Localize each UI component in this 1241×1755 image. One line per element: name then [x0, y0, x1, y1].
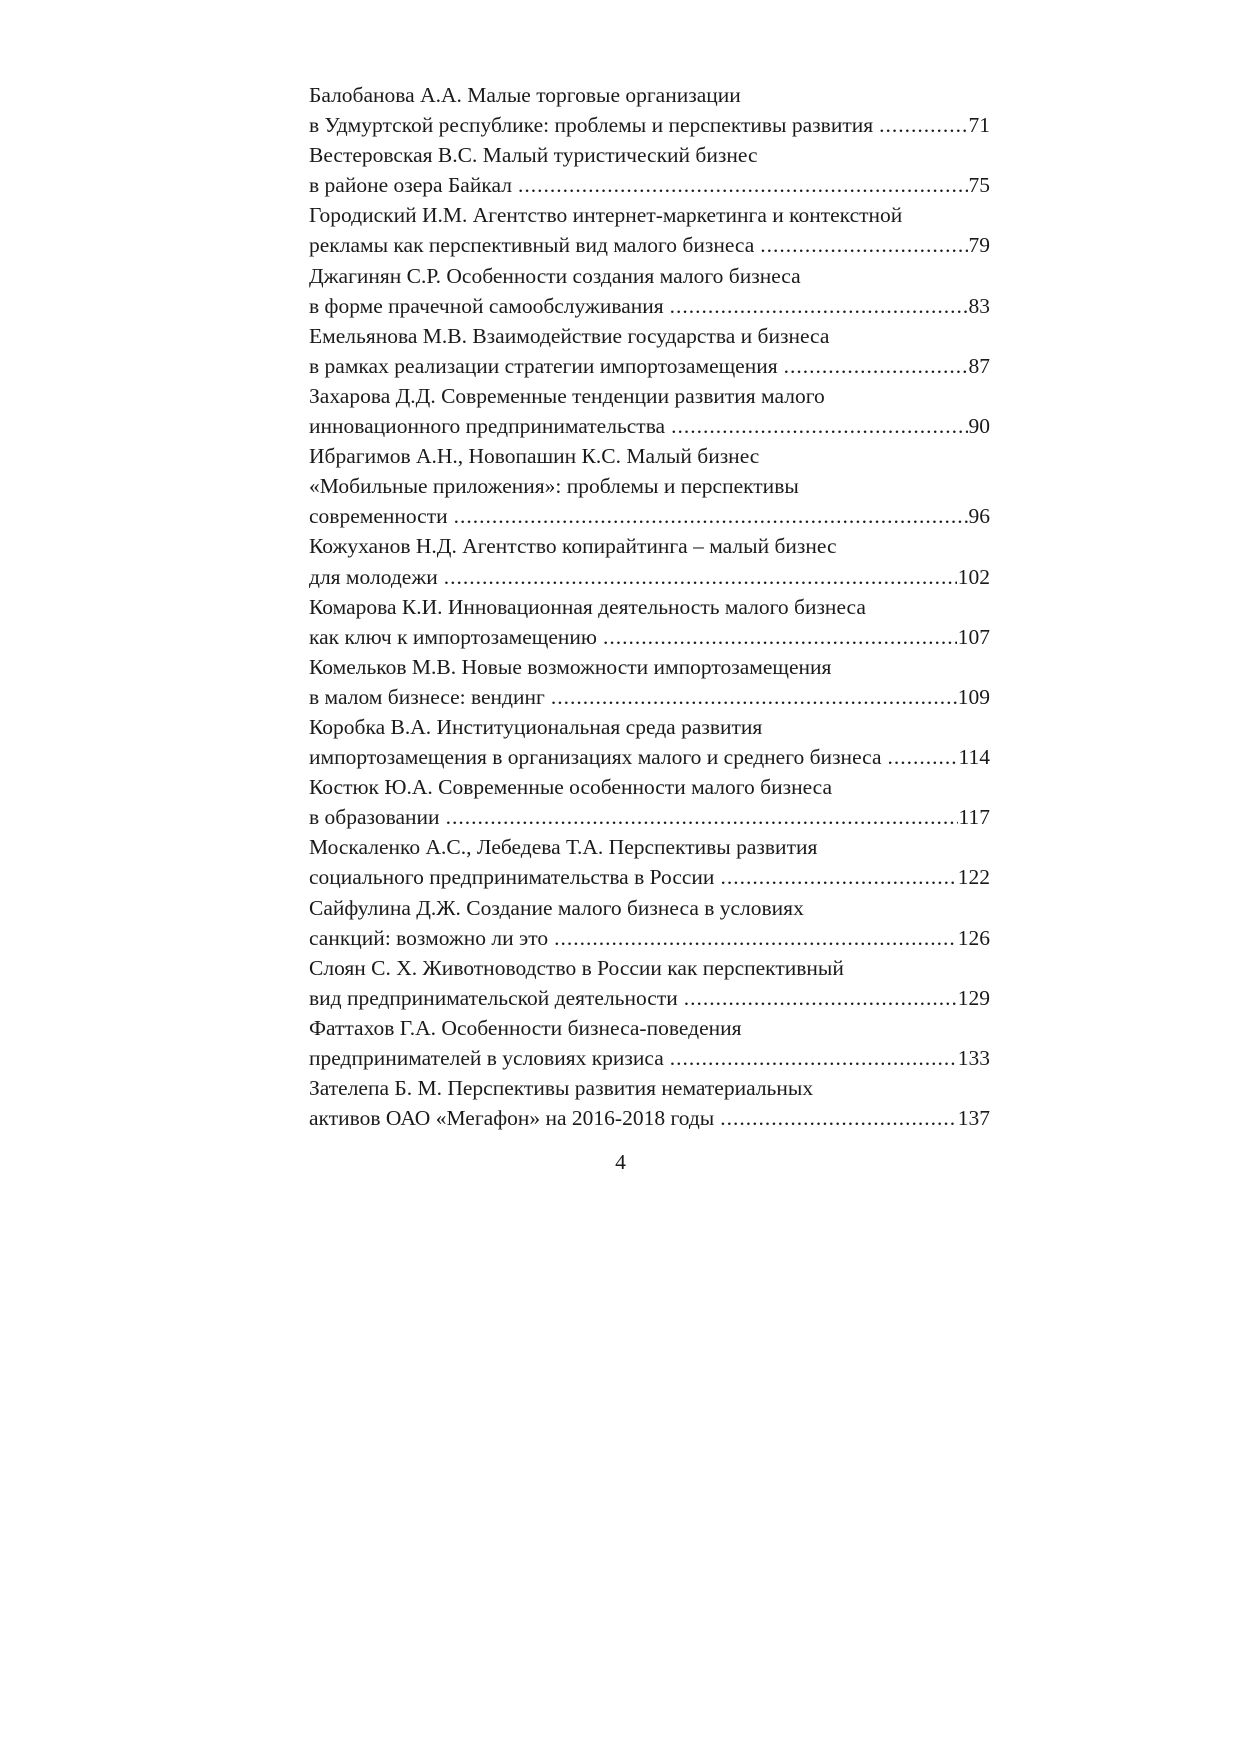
toc-entry — [309, 712, 990, 772]
toc-entry-page: 109 — [957, 684, 990, 709]
toc-entry-final-line — [309, 862, 990, 892]
toc-entry-final-line — [309, 983, 990, 1013]
toc-entry-title-line: Захарова Д.Д. Современные тенденции развития малого — [309, 383, 825, 408]
toc-entry-page: 114 — [958, 745, 990, 770]
toc-entry-title-line: «Мобильные приложения»: проблемы и перспективы — [309, 474, 799, 499]
toc-entry-page: 79 — [968, 233, 990, 258]
toc-entry-title-line: в Удмуртской республике: проблемы и перспективы развития — [309, 113, 874, 138]
toc-entry-title-line: санкций: возможно ли это — [309, 925, 549, 950]
toc-entry-final-line — [309, 802, 990, 832]
toc-entry-page: 137 — [957, 1106, 990, 1131]
toc-entry-page: 75 — [968, 173, 990, 198]
toc-entry — [309, 652, 990, 712]
toc-entry-final-line — [309, 562, 990, 592]
dot-leader — [879, 110, 967, 140]
toc-entry-title-line: Ибрагимов А.Н., Новопашин К.С. Малый бизнес — [309, 444, 760, 469]
toc-entry-title-line: в малом бизнесе: вендинг — [309, 684, 545, 709]
toc-entry-title-line: Фаттахов Г.А. Особенности бизнеса-поведения — [309, 1015, 742, 1040]
dot-leader — [784, 351, 968, 381]
dot-leader — [720, 1103, 956, 1133]
toc-entry-title-line: вид предпринимательской деятельности — [309, 985, 678, 1010]
toc-entry — [309, 1073, 990, 1133]
toc-entry-title-line: как ключ к импортозамещению — [309, 624, 597, 649]
toc-entry-page: 117 — [958, 805, 990, 830]
toc-entry-title-line: Комарова К.И. Инновационная деятельность малого бизнеса — [309, 594, 866, 619]
toc-entry — [309, 772, 990, 832]
toc-entry-final-line — [309, 351, 990, 381]
dot-leader — [671, 411, 967, 441]
toc-entry-final-line — [309, 923, 990, 953]
toc-entry-title-line: в рамках реализации стратегии импортозамещения — [309, 353, 778, 378]
dot-leader — [670, 291, 968, 321]
toc-entry-title-line: Комельков М.В. Новые возможности импортозамещения — [309, 654, 832, 679]
toc-entry-page: 126 — [957, 925, 990, 950]
dot-leader — [454, 501, 968, 531]
toc-entry-title-line: Вестеровская В.С. Малый туристический бизнес — [309, 143, 758, 168]
toc-entry-title-line: Емельянова М.В. Взаимодействие государства и бизнеса — [309, 323, 830, 348]
toc-entry-title-line: в районе озера Байкал — [309, 173, 512, 198]
toc-entry — [309, 321, 990, 381]
dot-leader — [554, 923, 957, 953]
toc-entry-title-line: социального предпринимательства в России — [309, 865, 715, 890]
toc-entry-page: 102 — [957, 564, 990, 589]
toc-entry-title-line: активов ОАО «Мегафон» на 2016-2018 годы — [309, 1106, 715, 1131]
dot-leader — [444, 562, 957, 592]
toc-entry-title-line: в форме прачечной самообслуживания — [309, 293, 664, 318]
toc-entry-final-line — [309, 110, 990, 140]
toc-entry-title-line: Зателепа Б. М. Перспективы развития нематериальных — [309, 1076, 814, 1101]
toc-entry-final-line — [309, 1103, 990, 1133]
toc-entry-final-line — [309, 742, 990, 772]
toc-entry — [309, 531, 990, 591]
toc-entry — [309, 441, 990, 531]
toc-entry-title-line: Джагинян С.Р. Особенности создания малого бизнеса — [309, 263, 801, 288]
toc-entry-page: 107 — [957, 624, 990, 649]
toc-entry-final-line — [309, 291, 990, 321]
toc-entry-title-line: Сайфулина Д.Ж. Создание малого бизнеса в условиях — [309, 895, 804, 920]
toc-entry-title-line: Городиский И.М. Агентство интернет-маркетинга и контекстной — [309, 203, 903, 228]
dot-leader — [720, 862, 956, 892]
toc-entry-page: 71 — [968, 113, 990, 138]
toc-entry — [309, 200, 990, 260]
toc-entry-title-line: предпринимателей в условиях кризиса — [309, 1046, 664, 1070]
toc-entry — [309, 592, 990, 652]
toc-entry-page: 133 — [957, 1046, 990, 1070]
dot-leader — [603, 622, 957, 652]
toc-entry-final-line — [309, 411, 990, 441]
toc-entry — [309, 893, 990, 953]
dot-leader — [760, 230, 967, 260]
toc-entry-title-line: Костюк Ю.А. Современные особенности малого бизнеса — [309, 775, 833, 800]
page-number: 4 — [615, 1150, 626, 1174]
toc-entry-title-line: Балобанова А.А. Малые торговые организации — [309, 83, 741, 107]
toc-entry-title-line: современности — [309, 504, 448, 529]
toc-entry-final-line — [309, 622, 990, 652]
dot-leader — [888, 742, 958, 772]
toc-entry-title-line: в образовании — [309, 805, 440, 830]
toc-entry-page: 87 — [968, 353, 990, 378]
toc-entry-title-line: Слоян С. Х. Животноводство в России как перспективный — [309, 955, 844, 980]
toc-entry — [309, 261, 990, 321]
toc-entry-page: 122 — [957, 865, 990, 890]
toc-entry — [309, 832, 990, 892]
dot-leader — [670, 1043, 957, 1073]
dot-leader — [684, 983, 957, 1013]
toc-entry-title-line: Кожуханов Н.Д. Агентство копирайтинга – малый бизнес — [309, 534, 837, 559]
toc-entry — [309, 140, 990, 200]
toc-entry-title-line: для молодежи — [309, 564, 438, 589]
table-of-contents — [309, 80, 990, 1133]
dot-leader — [551, 682, 957, 712]
toc-entry-title-line: рекламы как перспективный вид малого бизнеса — [309, 233, 755, 258]
toc-entry-title-line: Коробка В.А. Институциональная среда развития — [309, 714, 763, 739]
toc-entry-final-line — [309, 1043, 990, 1073]
toc-entry-page: 96 — [968, 504, 990, 529]
toc-entry — [309, 80, 990, 140]
toc-entry-page: 83 — [968, 293, 990, 318]
toc-entry — [309, 1013, 990, 1073]
toc-entry-title-line: импортозамещения в организациях малого и среднего бизнеса — [309, 745, 882, 770]
toc-entry — [309, 381, 990, 441]
toc-entry-page: 90 — [968, 414, 990, 439]
toc-entry-page: 129 — [957, 985, 990, 1010]
toc-entry-final-line — [309, 501, 990, 531]
toc-entry-title-line: Москаленко А.С., Лебедева Т.А. Перспективы развития — [309, 835, 818, 860]
toc-entry-final-line — [309, 682, 990, 712]
toc-entry-title-line: инновационного предпринимательства — [309, 414, 666, 439]
toc-entry-final-line — [309, 170, 990, 200]
dot-leader — [446, 802, 958, 832]
dot-leader — [518, 170, 968, 200]
toc-entry — [309, 953, 990, 1013]
toc-entry-final-line — [309, 230, 990, 260]
